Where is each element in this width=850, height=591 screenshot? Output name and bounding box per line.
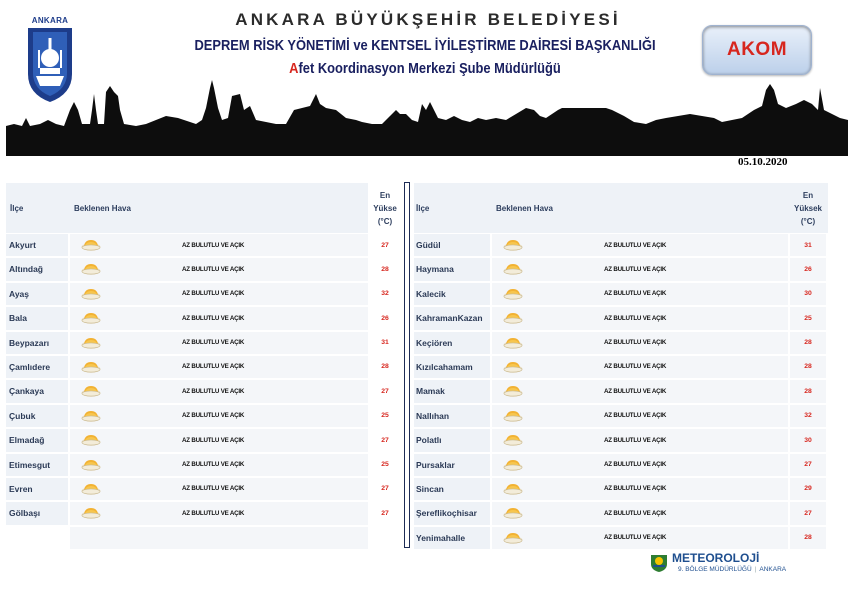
- max-temperature: 27: [804, 509, 812, 517]
- partly-cloudy-icon: [80, 360, 102, 374]
- temp-header-line2: Yüksek: [793, 203, 823, 213]
- column-header-temp: [790, 183, 826, 233]
- column-header-weather: Beklenen Hava: [74, 203, 131, 213]
- weather-description: AZ BULUTLU VE AÇIK: [182, 339, 245, 347]
- max-temperature: 31: [381, 339, 389, 347]
- weather-description: AZ BULUTLU VE AÇIK: [604, 314, 667, 322]
- logo-label: ANKARA: [31, 16, 69, 25]
- page-title: ANKARA BÜYÜKŞEHİR BELEDİYESİ: [235, 10, 621, 29]
- weather-table-right: [414, 183, 828, 550]
- unit-title-rest: fet Koordinasyon Merkezi Şube Müdürlüğü: [298, 60, 561, 77]
- table-header: [6, 183, 397, 233]
- partly-cloudy-icon: [502, 433, 524, 447]
- weather-description: AZ BULUTLU VE AÇIK: [182, 363, 245, 371]
- table-row: [6, 257, 389, 281]
- max-temperature: 30: [804, 436, 812, 444]
- partly-cloudy-icon: [80, 311, 102, 325]
- weather-description: AZ BULUTLU VE AÇIK: [182, 387, 245, 395]
- meteorology-logo: [650, 551, 800, 581]
- meteorology-unit-name: 9. BÖLGE MÜDÜRLÜĞÜ: [678, 566, 752, 573]
- weather-description: AZ BULUTLU VE AÇIK: [604, 241, 667, 249]
- max-temperature: 32: [804, 412, 812, 420]
- district-name: Evren: [9, 483, 33, 494]
- meteorology-brand: METEOROLOJİ: [672, 551, 760, 565]
- partly-cloudy-icon: [502, 482, 524, 496]
- district-name: Yenimahalle: [416, 532, 466, 543]
- weather-description: AZ BULUTLU VE AÇIK: [604, 509, 667, 517]
- table-row: [6, 501, 389, 525]
- district-name: Akyurt: [9, 240, 36, 250]
- weather-description: AZ BULUTLU VE AÇIK: [604, 534, 667, 542]
- table-row: [414, 306, 828, 330]
- district-name: Gölbaşı: [9, 508, 41, 519]
- table-row: [414, 331, 828, 355]
- meteorology-unit: 9. BÖLGE MÜDÜRLÜĞÜ | ANKARA: [678, 566, 787, 573]
- max-temperature: 28: [804, 387, 812, 395]
- table-row: [6, 379, 389, 403]
- district-name: Mamak: [416, 386, 445, 397]
- partly-cloudy-icon: [80, 336, 102, 350]
- weather-description: AZ BULUTLU VE AÇIK: [604, 436, 667, 444]
- table-body: [414, 233, 828, 550]
- district-name: Ayaş: [9, 288, 30, 299]
- district-name: Çankaya: [9, 386, 44, 397]
- column-header-district: İlçe: [416, 203, 430, 213]
- district-name: Polatlı: [416, 435, 442, 446]
- table-row: [6, 331, 389, 355]
- table-body: [6, 233, 389, 550]
- unit-title-initial: A: [289, 60, 299, 77]
- weather-description: AZ BULUTLU VE AÇIK: [604, 485, 667, 493]
- district-name: Nallıhan: [416, 410, 450, 421]
- partly-cloudy-icon: [80, 482, 102, 496]
- max-temperature: 29: [804, 485, 812, 493]
- max-temperature: 25: [381, 412, 389, 420]
- partly-cloudy-icon: [80, 384, 102, 398]
- district-name: Sincan: [416, 483, 444, 494]
- partly-cloudy-icon: [502, 311, 524, 325]
- table-row: [6, 306, 389, 330]
- max-temperature: 32: [381, 290, 389, 298]
- partly-cloudy-icon: [80, 506, 102, 520]
- district-name: Pursaklar: [416, 459, 455, 470]
- weather-description: AZ BULUTLU VE AÇIK: [182, 290, 245, 298]
- weather-description: AZ BULUTLU VE AÇIK: [604, 265, 667, 273]
- district-name: Elmadağ: [9, 435, 45, 446]
- max-temperature: 28: [804, 534, 812, 542]
- department-title: DEPREM RİSK YÖNETİMİ ve KENTSEL İYİLEŞTİRME DAİRESİ BAŞKANLIĞI: [194, 37, 656, 54]
- table-row: [414, 477, 828, 501]
- weather-description: AZ BULUTLU VE AÇIK: [604, 290, 667, 298]
- table-row: [6, 477, 389, 501]
- table-row: [414, 282, 828, 306]
- table-row: [414, 233, 828, 257]
- table-header: [414, 183, 828, 233]
- max-temperature: 26: [381, 314, 389, 322]
- table-row: [414, 501, 828, 525]
- district-name: Güdül: [416, 240, 441, 250]
- table-row: [414, 453, 828, 477]
- table-row: [414, 428, 828, 452]
- ankara-skyline-silhouette: [6, 80, 848, 156]
- table-row: [6, 526, 368, 550]
- weather-description: AZ BULUTLU VE AÇIK: [182, 461, 245, 469]
- district-name: Kızılcahamam: [416, 361, 473, 372]
- cell-bg: [70, 527, 368, 549]
- max-temperature: 27: [381, 387, 389, 395]
- partly-cloudy-icon: [80, 433, 102, 447]
- table-row: [414, 526, 828, 550]
- partly-cloudy-icon: [80, 458, 102, 472]
- table-row: [414, 355, 828, 379]
- district-name: Kalecik: [416, 288, 446, 299]
- partly-cloudy-icon: [502, 409, 524, 423]
- weather-description: AZ BULUTLU VE AÇIK: [182, 314, 245, 322]
- max-temperature: 26: [804, 265, 812, 273]
- partly-cloudy-icon: [502, 384, 524, 398]
- partly-cloudy-icon: [502, 336, 524, 350]
- max-temperature: 25: [381, 461, 389, 469]
- district-name: Haymana: [416, 264, 454, 275]
- district-name: Keçiören: [416, 337, 453, 348]
- weather-description: AZ BULUTLU VE AÇIK: [182, 265, 245, 273]
- weather-description: AZ BULUTLU VE AÇIK: [604, 461, 667, 469]
- max-temperature: 28: [804, 363, 812, 371]
- partly-cloudy-icon: [502, 458, 524, 472]
- temp-header-line2: Yükse: [373, 203, 397, 213]
- weather-description: AZ BULUTLU VE AÇIK: [182, 241, 245, 249]
- max-temperature: 27: [804, 461, 812, 469]
- weather-table-left: [6, 183, 397, 550]
- max-temperature: 28: [804, 339, 812, 347]
- temp-header-line1: En: [802, 190, 814, 200]
- district-name: Çubuk: [9, 410, 36, 421]
- table-row: [414, 379, 828, 403]
- weather-description: AZ BULUTLU VE AÇIK: [182, 485, 245, 493]
- weather-description: AZ BULUTLU VE AÇIK: [604, 412, 667, 420]
- table-row: [6, 282, 389, 306]
- district-name: Altındağ: [9, 264, 43, 275]
- partly-cloudy-icon: [80, 238, 102, 252]
- column-header-district: İlçe: [10, 203, 24, 213]
- meteorology-city: ANKARA: [759, 566, 787, 573]
- partly-cloudy-icon: [502, 506, 524, 520]
- max-temperature: 30: [804, 290, 812, 298]
- column-header-weather: Beklenen Hava: [496, 203, 553, 213]
- table-row: [6, 453, 389, 477]
- district-name: Bala: [9, 313, 27, 324]
- partly-cloudy-icon: [502, 360, 524, 374]
- district-name: Beypazarı: [9, 337, 50, 348]
- district-name: Çamlıdere: [9, 361, 51, 372]
- temp-header-line3: (°C): [800, 216, 816, 226]
- table-row: [414, 404, 828, 428]
- weather-description: AZ BULUTLU VE AÇIK: [182, 509, 245, 517]
- table-row: [414, 257, 828, 281]
- district-name: Şereflikoçhisar: [416, 508, 477, 519]
- table-row: [6, 404, 389, 428]
- max-temperature: 25: [804, 314, 812, 322]
- max-temperature: 28: [381, 363, 389, 371]
- column-header-temp: [370, 183, 400, 233]
- weather-description: AZ BULUTLU VE AÇIK: [182, 436, 245, 444]
- akom-badge: AKOM: [702, 25, 812, 75]
- table-divider: [404, 182, 410, 548]
- partly-cloudy-icon: [80, 262, 102, 276]
- meteorology-emblem-icon: [650, 553, 668, 573]
- district-name: Etimesgut: [9, 459, 51, 470]
- weather-description: AZ BULUTLU VE AÇIK: [604, 363, 667, 371]
- temp-header-line1: En: [379, 190, 391, 200]
- weather-description: AZ BULUTLU VE AÇIK: [604, 339, 667, 347]
- partly-cloudy-icon: [502, 531, 524, 545]
- partly-cloudy-icon: [80, 409, 102, 423]
- table-row: [6, 355, 389, 379]
- unit-title: [60, 60, 791, 77]
- partly-cloudy-icon: [502, 262, 524, 276]
- temp-header-line3: (°C): [377, 216, 393, 226]
- max-temperature: 27: [381, 485, 389, 493]
- max-temperature: 27: [381, 241, 389, 249]
- report-date: 05.10.2020: [738, 156, 788, 168]
- max-temperature: 27: [381, 509, 389, 517]
- table-row: [6, 428, 389, 452]
- partly-cloudy-icon: [502, 287, 524, 301]
- weather-description: AZ BULUTLU VE AÇIK: [604, 387, 667, 395]
- partly-cloudy-icon: [502, 238, 524, 252]
- table-row: [6, 233, 389, 257]
- max-temperature: 31: [804, 241, 812, 249]
- max-temperature: 27: [381, 436, 389, 444]
- max-temperature: 28: [381, 265, 389, 273]
- weather-description: AZ BULUTLU VE AÇIK: [182, 412, 245, 420]
- partly-cloudy-icon: [80, 287, 102, 301]
- district-name: KahramanKazan: [416, 313, 483, 324]
